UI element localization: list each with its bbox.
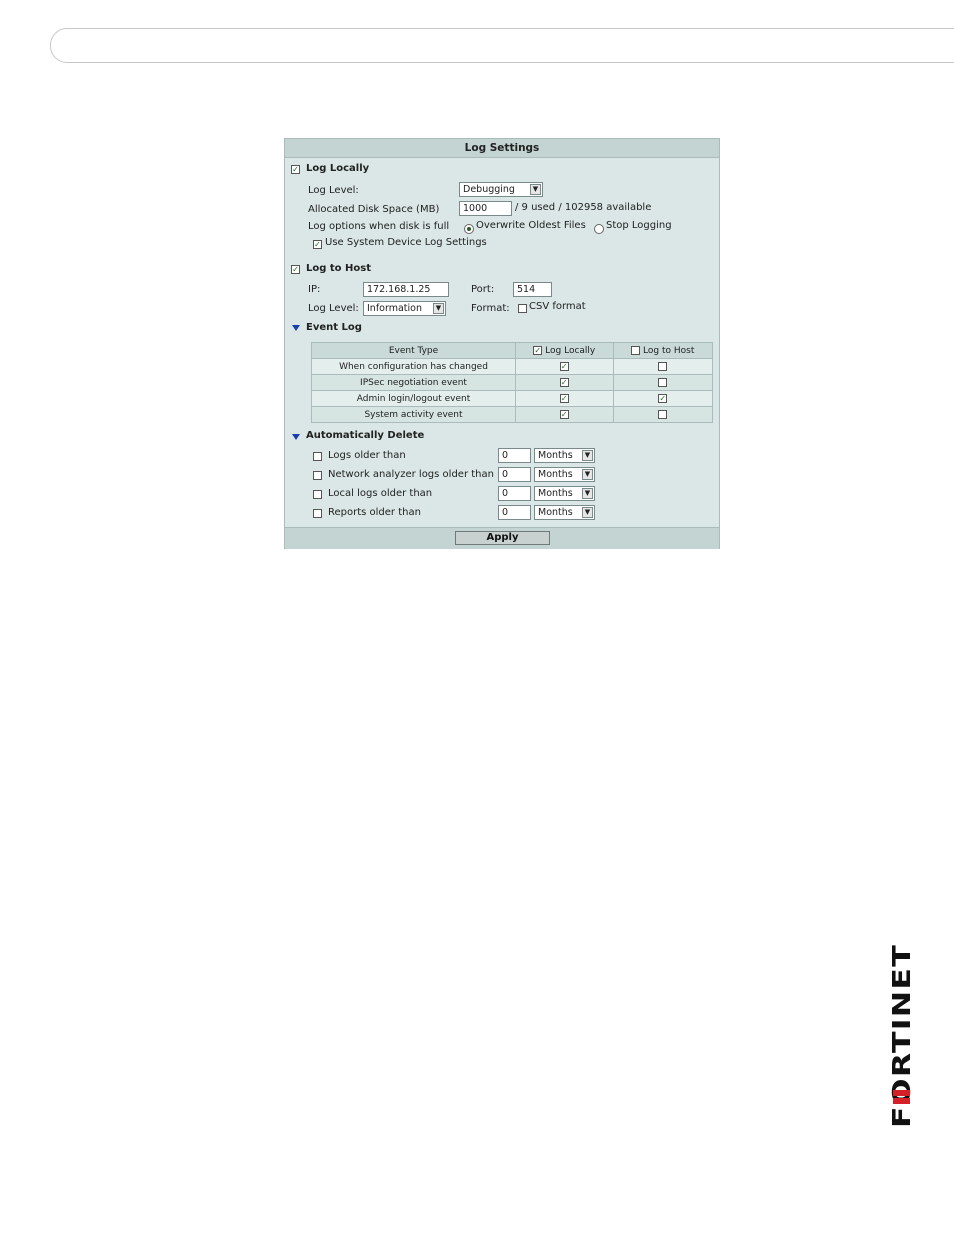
auto-delete-label: Local logs older than [328,488,433,499]
log-to-host-all-checkbox[interactable] [631,346,640,355]
log-to-host-checkbox[interactable] [291,265,300,274]
chevron-down-icon: ▼ [582,507,593,518]
event-type-cell: System activity event [312,407,516,423]
auto-delete-unit-select[interactable] [534,448,595,463]
auto-delete-checkbox[interactable] [313,490,322,499]
auto-delete-unit-value: Months [538,450,573,461]
chevron-down-icon: ▼ [582,488,593,499]
event-type-cell: When configuration has changed [312,359,516,375]
port-label: Port: [471,284,495,295]
event-local-checkbox[interactable] [560,394,569,403]
table-header-row [312,343,713,359]
log-settings-panel [284,138,720,549]
chevron-down-icon: ▼ [433,303,444,314]
host-log-level-label: Log Level: [308,303,359,314]
collapse-arrow-icon[interactable] [292,434,300,440]
chevron-down-icon: ▼ [582,469,593,480]
fortinet-logo-text: FORTINET [887,982,916,1128]
log-locally-checkbox[interactable] [291,165,300,174]
auto-delete-unit-select[interactable] [534,467,595,482]
log-level-select[interactable] [459,182,543,197]
ip-input[interactable]: 172.168.1.25 [363,282,449,297]
auto-delete-value-input[interactable]: 0 [498,486,531,501]
log-level-value: Debugging [463,184,515,195]
panel-title: Log Settings [285,139,719,158]
overwrite-label: Overwrite Oldest Files [476,220,586,231]
auto-delete-value-input[interactable]: 0 [498,505,531,520]
auto-delete-unit-value: Months [538,488,573,499]
table-row [312,359,713,375]
event-host-checkbox[interactable] [658,378,667,387]
auto-delete-unit-value: Months [538,507,573,518]
event-local-checkbox[interactable] [560,410,569,419]
csv-format-checkbox[interactable] [518,304,527,313]
table-row [312,375,713,391]
event-host-checkbox[interactable] [658,394,667,403]
chevron-down-icon: ▼ [582,450,593,461]
csv-format-label: CSV format [529,301,586,312]
auto-delete-value-input[interactable]: 0 [498,467,531,482]
col-event-type: Event Type [312,343,516,359]
auto-delete-unit-select[interactable] [534,505,595,520]
ip-label: IP: [308,284,321,295]
auto-delete-value-input[interactable]: 0 [498,448,531,463]
auto-delete-checkbox[interactable] [313,509,322,518]
col-log-locally [516,343,614,359]
fortinet-logo [880,940,920,1130]
event-log-table [311,342,713,423]
disk-full-label: Log options when disk is full [308,221,450,232]
event-log-title[interactable]: Event Log [306,322,362,333]
auto-delete-checkbox[interactable] [313,452,322,461]
stop-logging-label: Stop Logging [606,220,672,231]
host-log-level-value: Information [367,303,422,314]
use-system-settings-checkbox[interactable] [313,240,322,249]
event-host-checkbox[interactable] [658,410,667,419]
col-log-locally-label: Log Locally [545,345,596,356]
col-log-to-host [613,343,712,359]
overwrite-radio[interactable] [464,224,474,234]
auto-delete-title[interactable]: Automatically Delete [306,430,425,441]
format-label: Format: [471,303,510,314]
auto-delete-unit-select[interactable] [534,486,595,501]
host-log-level-select[interactable] [363,301,446,316]
stop-logging-radio[interactable] [594,224,604,234]
event-local-checkbox[interactable] [560,362,569,371]
event-type-cell: Admin login/logout event [312,391,516,407]
auto-delete-label: Logs older than [328,450,406,461]
table-row [312,407,713,423]
auto-delete-unit-value: Months [538,469,573,480]
disk-space-input[interactable]: 1000 [459,201,512,216]
log-locally-all-checkbox[interactable] [533,346,542,355]
log-locally-label: Log Locally [306,163,370,174]
log-to-host-label: Log to Host [306,263,371,274]
page-header-bar [50,28,954,63]
event-type-cell: IPSec negotiation event [312,375,516,391]
collapse-arrow-icon[interactable] [292,325,300,331]
col-log-to-host-label: Log to Host [643,345,695,356]
table-row [312,391,713,407]
use-system-settings-label: Use System Device Log Settings [325,237,487,248]
disk-usage-text: / 9 used / 102958 available [515,202,652,213]
event-host-checkbox[interactable] [658,362,667,371]
auto-delete-label: Network analyzer logs older than [328,469,494,480]
port-input[interactable]: 514 [513,282,552,297]
auto-delete-label: Reports older than [328,507,421,518]
event-local-checkbox[interactable] [560,378,569,387]
auto-delete-checkbox[interactable] [313,471,322,480]
chevron-down-icon: ▼ [530,184,541,195]
apply-button[interactable]: Apply [455,531,550,545]
panel-footer [285,527,719,549]
log-level-label: Log Level: [308,185,359,196]
disk-space-label: Allocated Disk Space (MB) [308,204,440,215]
